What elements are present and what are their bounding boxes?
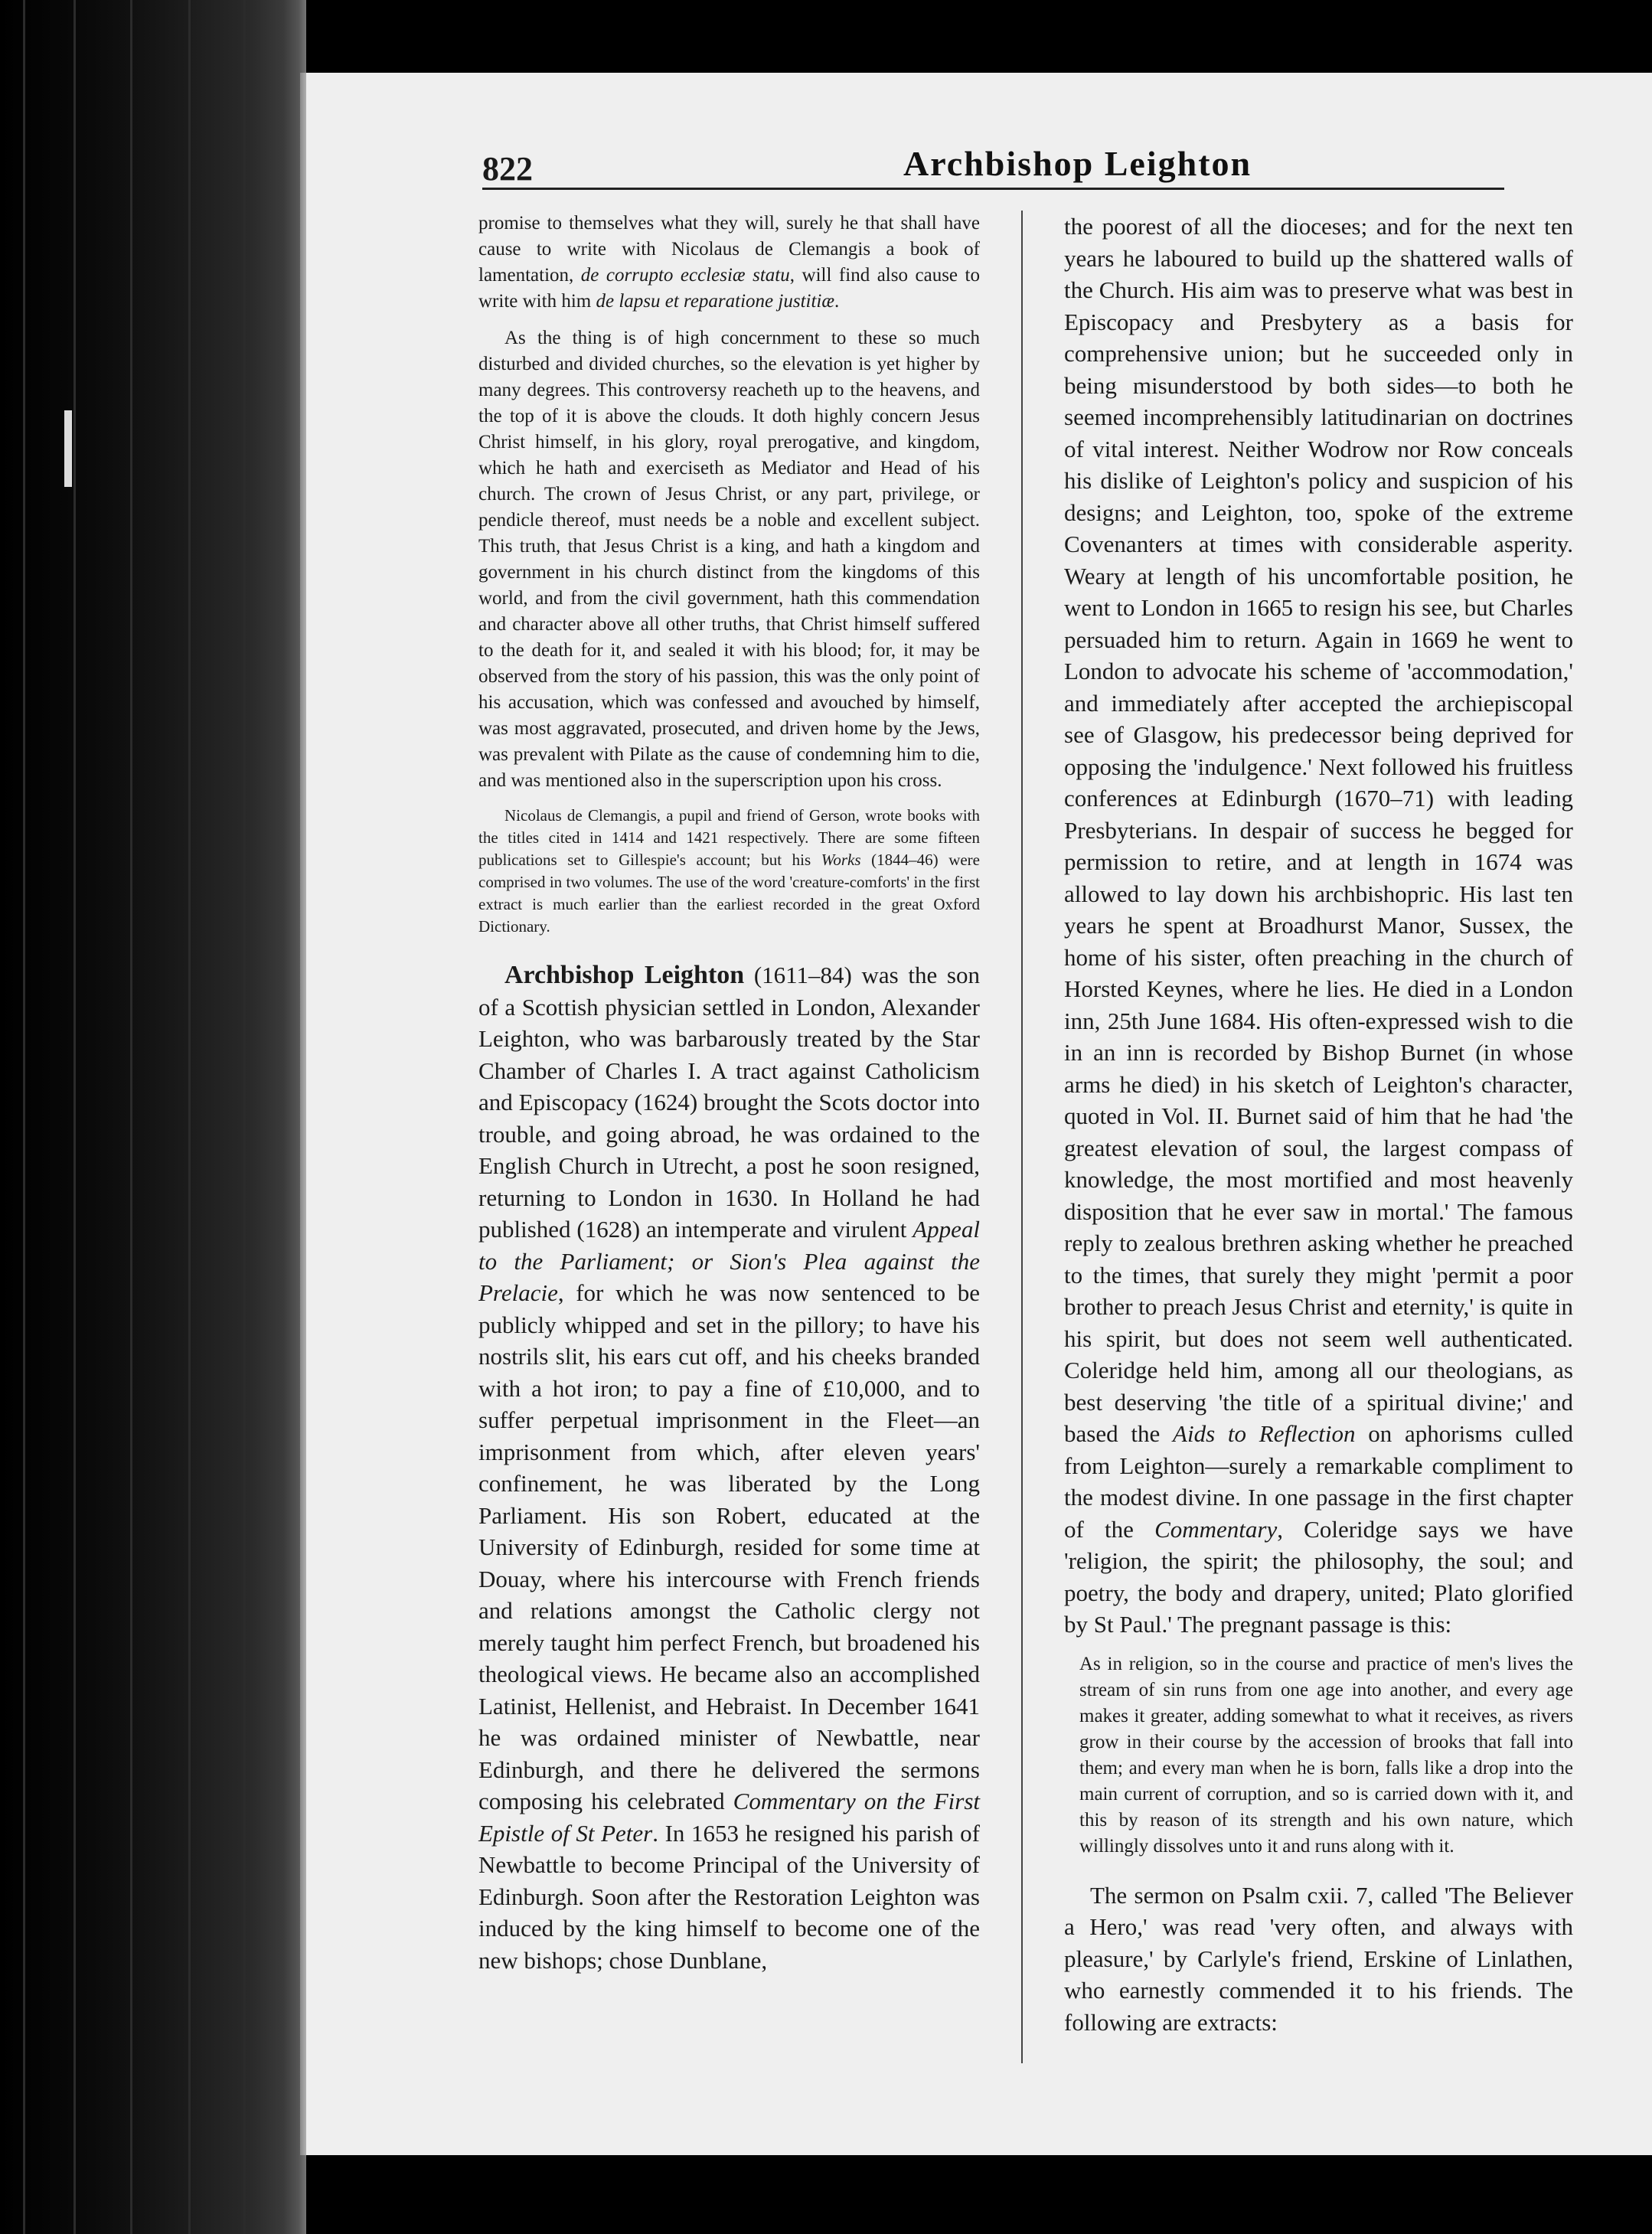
- book-binding: [0, 0, 306, 2234]
- right-paragraph-2: The sermon on Psalm cxii. 7, called 'The Believer a Hero,' was read 'very often, and always with pleasure,' by Carlyle's friend, Erskine of Linlathen, who earnestly commended it to his friends. The following are extracts:: [1064, 1881, 1573, 2036]
- page-number: 822: [482, 150, 533, 188]
- book-page: [306, 73, 1652, 2155]
- right-column: [1064, 211, 1573, 2049]
- left-column: [478, 211, 980, 1987]
- block-quote: As in religion, so in the course and practice of men's lives the stream of sin runs from one age into another, and every age makes it greater, adding somewhat to what it receives, as rivers grow in their course by the accession of brooks that fall into them; and every man when he is born, falls like a drop into the main current of corruption, and so is carried down with it, and this by reason of its strength and his own nature, which willingly dissolves unto it and runs along with it.: [1079, 1653, 1573, 1857]
- running-head: Archbishop Leighton: [903, 144, 1252, 183]
- entry-heading: Archbishop Leighton: [504, 961, 745, 989]
- footnote: Nicolaus de Clemangis, a pupil and friend of Gerson, wrote books with the titles cited in 1414 and 1421 respectively. There are some fifteen publications set to Gillespie's account; but his Works (1844–46) were comprised in two volumes. The use of the word 'creature-comforts' in the first extract is much earlier than the earliest recorded in the great Oxford Dictionary.: [478, 806, 980, 936]
- binding-stripe: [243, 0, 246, 2234]
- leighton-biography: Archbishop Leighton (1611–84) was the son of a Scottish physician settled in London, Alexander Leighton, who was barbarously treated by the Star Chamber of Charles I. A tract against Catholicism and Episcopacy (1624) brought the Scots doctor into trouble, and going abroad, he was ordained to the English Church in Utrecht, a post he soon resigned, returning to London in 1630. In Holland he had published (1628) an intemperate and virulent Appeal to the Parliament; or Sion's Plea against the Prelacie, for which he was now sentenced to be publicly whipped and set in the pillory; to have his nostrils slit, his ears cut off, and his cheeks branded with a hot iron; to pay a fine of £10,000, and to suffer perpetual imprisonment in the Fleet—an imprisonment from which, after eleven years' confinement, he was liberated by the Long Parliament. His son Robert, educated at the University of Edinburgh, resided for some time at Douay, where his intercourse with French friends and relations amongst the Catholic clergy not merely taught him perfect French, but broadened his theological views. He became also an accomplished Latinist, Hellenist, and Hebraist. In December 1641 he was ordained minister of Newbattle, near Edinburgh, and there he delivered the sermons composing his celebrated Commentary on the First Epistle of St Peter. In 1653 he resigned his parish of Newbattle to become Principal of the University of Edinburgh. Soon after the Restoration Leighton was induced by the king himself to become one of the new bishops; chose Dunblane,: [478, 961, 981, 1974]
- column-divider: [1021, 211, 1023, 2063]
- left-paragraph-2: As the thing is of high concernment to these so much disturbed and divided churches, so the elevation is yet higher by many degrees. This controversy reacheth up to the heavens, and the top of it is above the clouds. It doth highly concern Jesus Christ himself, in his glory, royal prerogative, and kingdom, which he hath and exerciseth as Mediator and Head of his church. The crown of Jesus Christ, or any part, privilege, or pendicle thereof, must needs be a noble and excellent subject. This truth, that Jesus Christ is a king, and hath a kingdom and government in his church distinct from the kingdoms of this world, and from the civil government, hath this commendation and character above all other truths, that Christ himself suffered to the death for it, and sealed it with his blood; for, it may be observed from the story of his passion, this was the only point of his accusation, which was confessed and avouched by himself, was most aggravated, prosecuted, and driven home by the Jews, was prevalent with Pilate as the cause of condemning him to die, and was mentioned also in the superscription upon his cross.: [478, 328, 980, 791]
- binding-stripe: [130, 0, 132, 2234]
- binding-stripe: [23, 0, 25, 2234]
- left-paragraph-1: promise to themselves what they will, surely he that shall have cause to write with Nicolaus de Clemangis a book of lamentation, de corrupto ecclesiæ statu, will find also cause to write with him de lapsu et reparatione justitiæ.: [478, 213, 980, 312]
- binding-stripe: [188, 0, 191, 2234]
- binding-mark: [64, 410, 72, 487]
- binding-stripe: [73, 0, 76, 2234]
- right-paragraph-1: the poorest of all the dioceses; and for the next ten years he laboured to build up the shattered walls of the Church. His aim was to preserve what was best in Episcopacy and Presbytery as a basis for comprehensive union; but he succeeded only in being misunderstood by both sides—to both he seemed incomprehensibly latitudinarian on doctrines of vital interest. Neither Wodrow nor Row conceals his dislike of Leighton's policy and suspicion of his designs; and Leighton, too, spoke of the extreme Covenanters at times with considerable asperity. Weary at length of his uncomfortable position, he went to London in 1665 to resign his see, but Charles persuaded him to return. Again in 1669 he went to London to advocate his scheme of 'accommodation,' and immediately after accepted the archiepiscopal see of Glasgow, his predecessor being deprived for opposing the 'indulgence.' Next followed his fruitless conferences at Edinburgh (1670–71) with leading Presbyterians. In despair of success he begged for permission to retire, and at length in 1674 was allowed to lay down his archbishopric. His last ten years he spent at Broadhurst Manor, Sussex, the home of his sister, often preaching in the church of Horsted Keynes, where he lies. He died in a London inn, 25th June 1684. His often-expressed wish to die in an inn is recorded by Bishop Burnet (in whose arms he died) in his sketch of Leighton's character, quoted in Vol. II. Burnet said of him that he had 'the greatest elevation of soul, the largest compass of knowledge, the most mortified and most heavenly disposition that he ever saw in mortal.' The famous reply to zealous brethren asking whether he preached to the times, that surely they might 'permit a poor brother to preach Jesus Christ and eternity,' is quite in his spirit, but does not seem well authenticated. Coleridge held him, among all our theologians, as best deserving 'the title of a spiritual divine;' and based the Aids to Reflection on aphorisms culled from Leighton—surely a remarkable compliment to the modest divine. In one passage in the first chapter of the Commentary, Coleridge says we have 'religion, the spirit; the philosophy, the soul; and poetry, the body and drapery, united; Plato glorified by St Paul.' The pregnant passage is this:: [1064, 213, 1573, 1638]
- header-rule: [482, 188, 1504, 190]
